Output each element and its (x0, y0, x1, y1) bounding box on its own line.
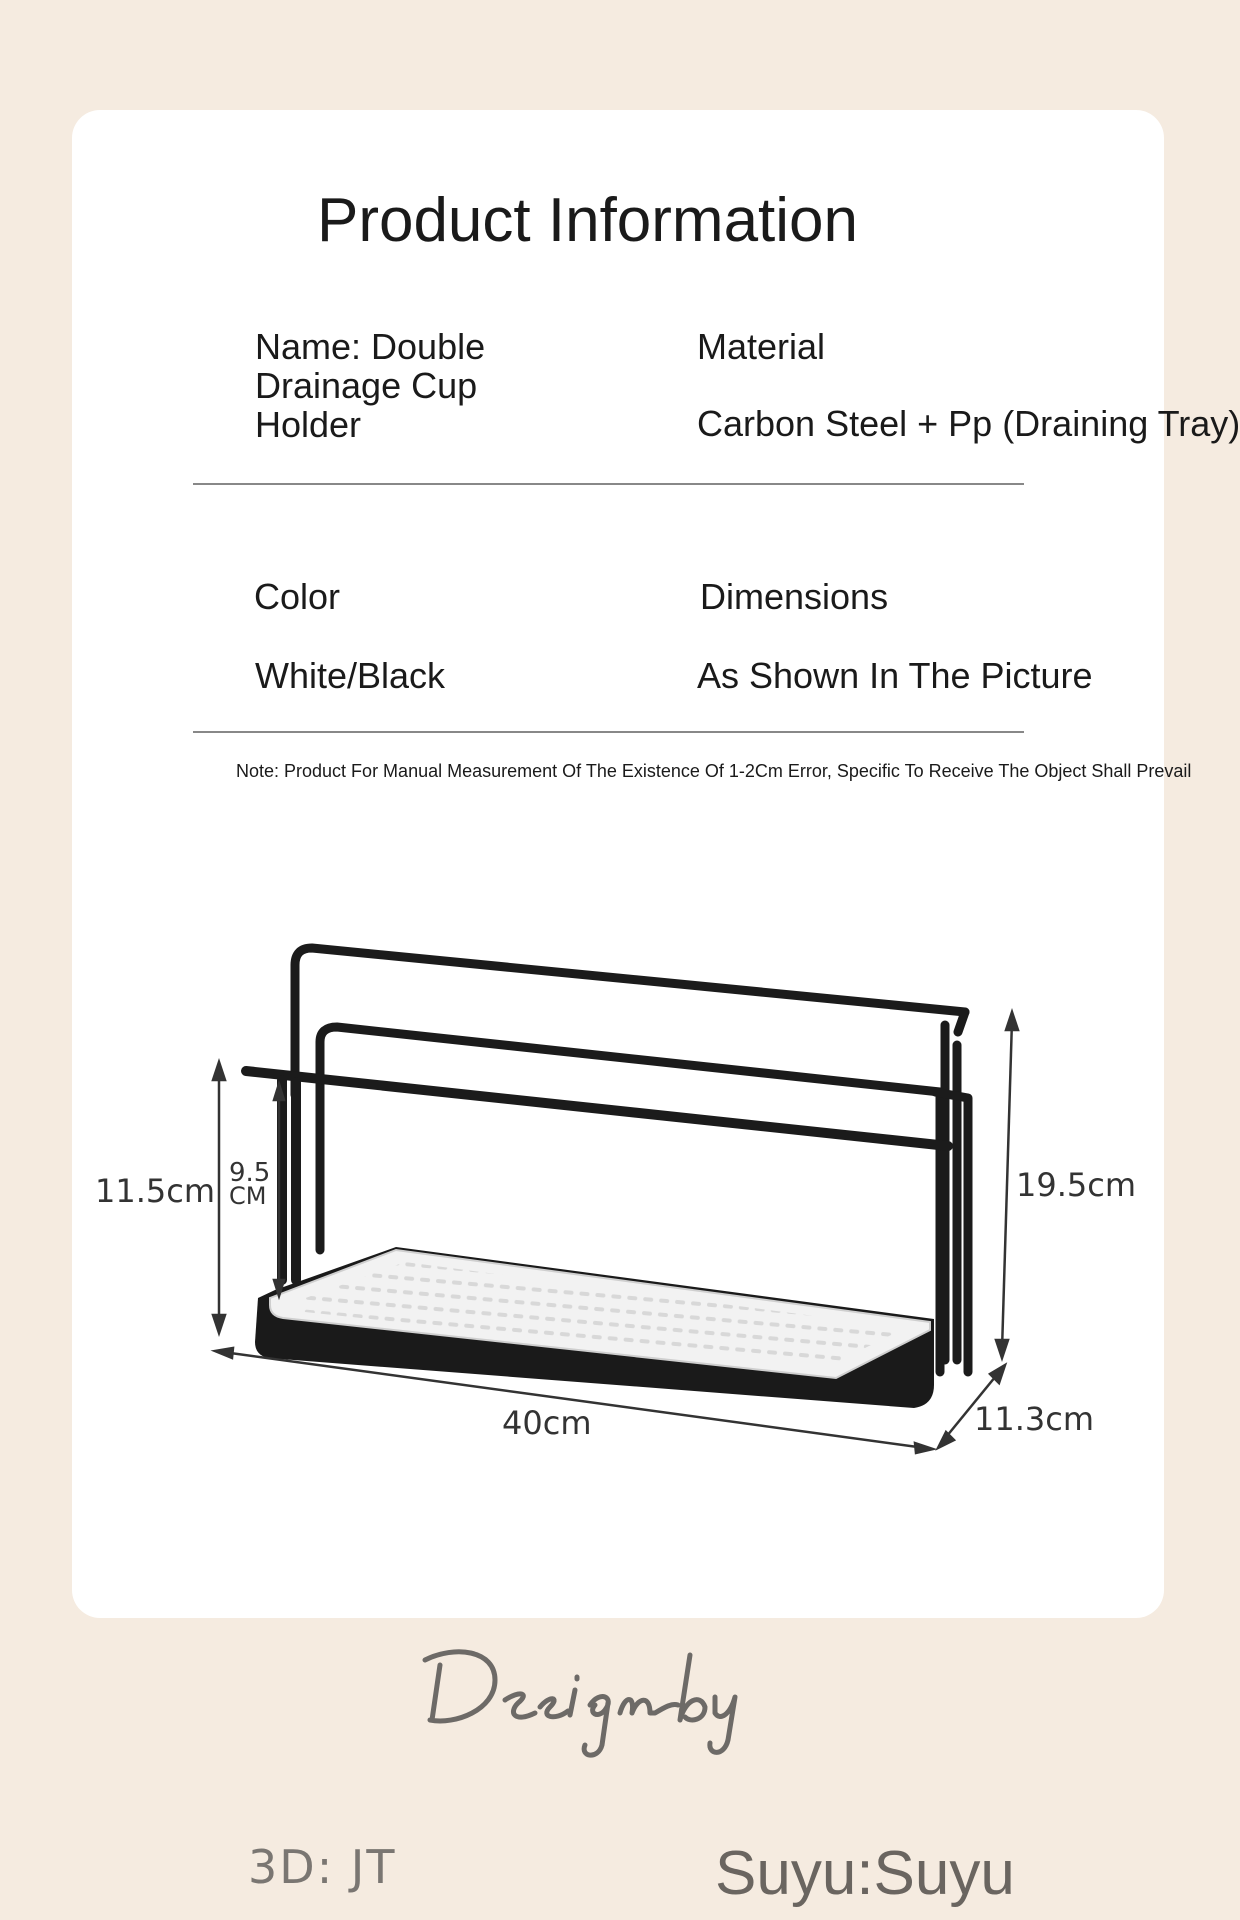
spec-color-label: Color (254, 576, 341, 617)
rack-front-rail (246, 1071, 948, 1280)
dim-length: 40cm (502, 1404, 592, 1442)
dim-height-total: 19.5cm (1016, 1166, 1137, 1204)
spec-color-value: White/Black (255, 655, 446, 696)
measurement-note: Note: Product For Manual Measurement Of The Existence Of 1-2Cm Error, Specific To Receive The Object Shall Prevail (236, 761, 1192, 781)
spec-dimensions-value: As Shown In The Picture (697, 655, 1093, 696)
dim-height-inner: 9.5 (229, 1158, 271, 1188)
drain-tray (255, 1247, 934, 1408)
page-title: Product Information (316, 186, 859, 255)
dim-depth: 11.3cm (974, 1400, 1095, 1438)
spec-name: Name: Double Drainage Cup Holder (255, 326, 486, 445)
spec-material-label: Material (697, 326, 826, 367)
credit-suyu: Suyu:Suyu (715, 1839, 1015, 1908)
spec-dimensions-label: Dimensions (700, 576, 889, 617)
design-by-script (410, 1635, 790, 1775)
credit-3d: 3D: JT (248, 1840, 397, 1894)
spec-material-value: Carbon Steel + Pp (Draining Tray) (697, 403, 1240, 444)
dim-height-inner-unit: CM (229, 1182, 267, 1210)
dim-height-front: 11.5cm (95, 1172, 216, 1210)
